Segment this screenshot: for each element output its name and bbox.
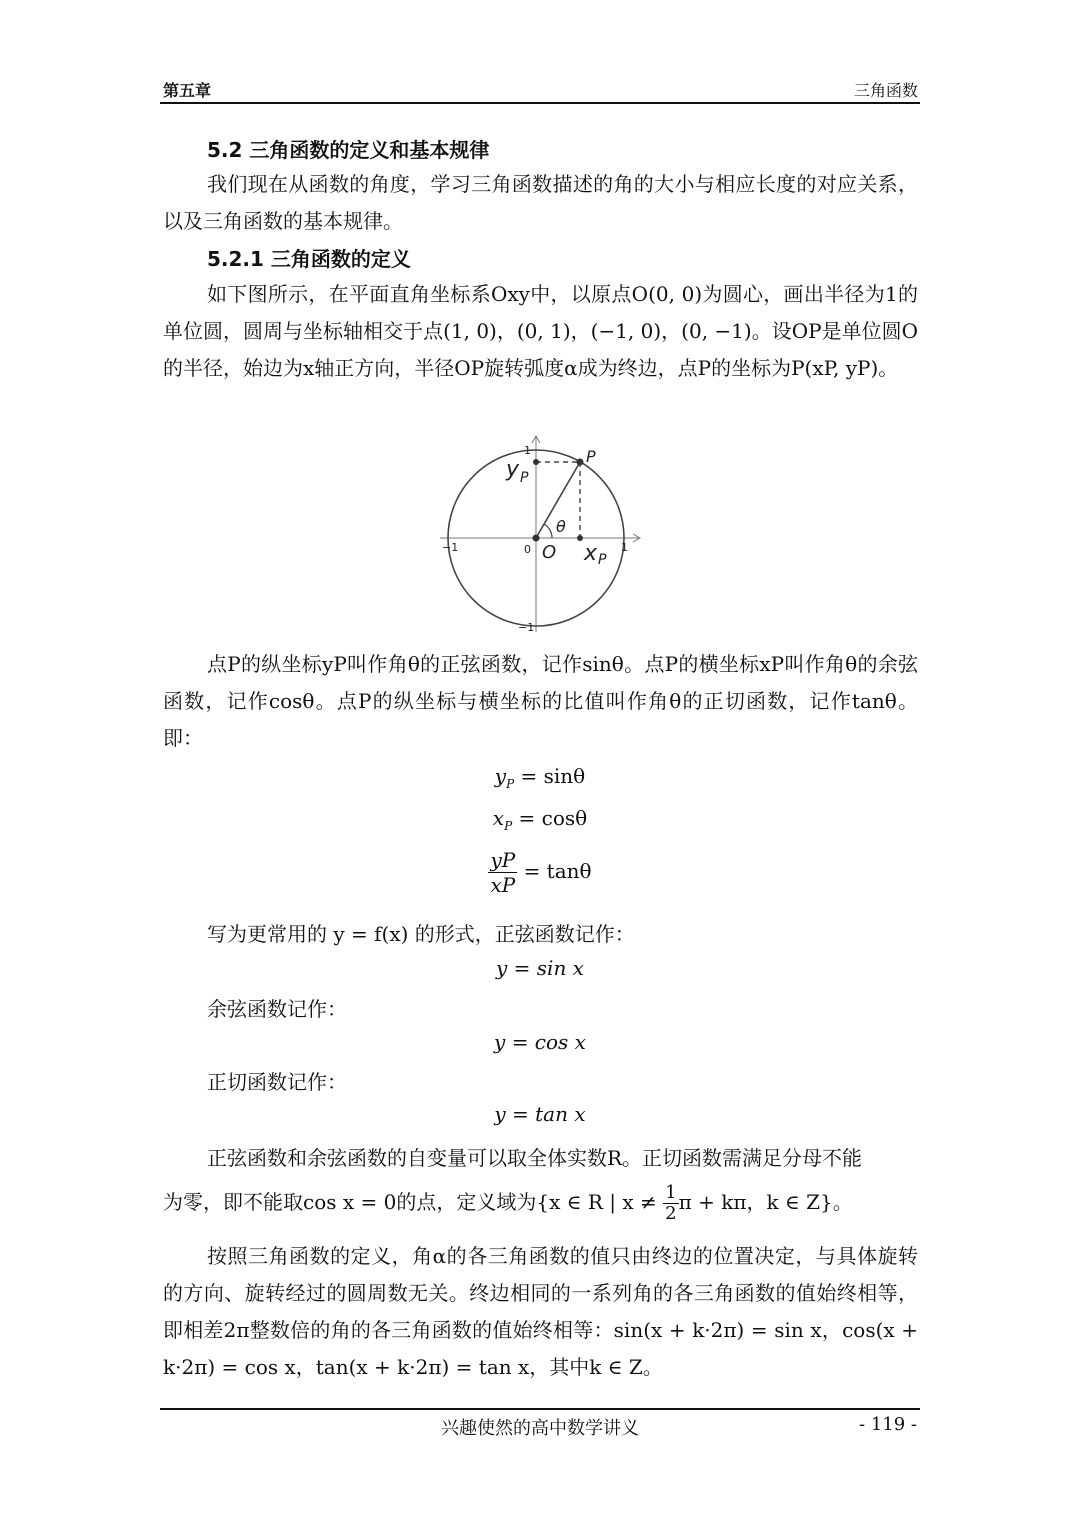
- header-rule: [160, 102, 920, 104]
- unit-circle-figure: [428, 432, 648, 642]
- chapter-label: 第五章: [163, 81, 212, 100]
- eq-y-tan: y = tan x: [494, 1102, 586, 1126]
- label-xp: x: [584, 541, 598, 566]
- eq-tan-fraction: [488, 848, 517, 897]
- label-p: P: [586, 447, 596, 466]
- point-p: [577, 459, 584, 466]
- topic-label: 三角函数: [853, 81, 918, 100]
- domain-frac-num: 1: [665, 1182, 677, 1203]
- domain-frac-den: 2: [665, 1203, 677, 1224]
- eq-tan: [0, 848, 1080, 897]
- definition-paragraph: 如下图所示，在平面直角坐标系Oxy中，以原点O(0, 0)为圆心，画出半径为1的单位圆，圆周与坐标轴相交于点(1, 0)，(0, 1)，(−1, 0)，(0, −1)。设OP是单位圆O的半径，始边为x轴正方向，半径OP旋转弧度α成为终边，点P的坐标为P(xP, yP)。: [163, 282, 918, 380]
- eq-sin-rhs: = sinθ: [520, 764, 586, 788]
- cos-label: 余弦函数记作：: [207, 997, 347, 1021]
- section-title: 5.2 三角函数的定义和基本规律: [207, 138, 490, 162]
- eq-cos-sub: P: [504, 819, 513, 833]
- label-yp-sub: P: [520, 470, 529, 486]
- periodicity-paragraph: 按照三角函数的定义，角α的各三角函数的值只由终边的位置决定，与具体旋转的方向、旋转经过的圆周数无关。终边相同的一系列角的各三角函数的值始终相等，即相差2π整数倍的角的各三角函数的值始终相等：sin(x + k·2π) = sin x，cos(x + k·2π) = cos x，tan(x + k·2π) = tan x，其中k ∈ Z。: [163, 1244, 918, 1379]
- eq-sin: [0, 764, 1080, 791]
- eq-cos-rhs: = cosθ: [518, 806, 588, 830]
- label-xp-sub: P: [598, 552, 607, 568]
- domain-line-2: [163, 1180, 918, 1224]
- eq-y-sin: y = sin x: [496, 956, 584, 980]
- point-xp: [577, 535, 583, 541]
- tick-one-x: 1: [621, 541, 628, 554]
- domain-line-1: 正弦函数和余弦函数的自变量可以取全体实数R。正切函数需满足分母不能: [207, 1146, 863, 1170]
- eq-sin-lhs: y: [494, 764, 507, 788]
- eq-tan-den: xP: [490, 873, 516, 897]
- footer-rule: [160, 1408, 920, 1410]
- eq-y-cos: y = cos x: [494, 1030, 586, 1054]
- definition-text: 点P的纵坐标yP叫作角θ的正弦函数，记作sinθ。点P的横坐标xP叫作角θ的余弦函数，记作cosθ。点P的纵坐标与横坐标的比值叫作角θ的正切函数，记作tanθ。即：: [163, 652, 918, 750]
- eq-tan-rhs: = tanθ: [523, 859, 592, 883]
- intro-paragraph: 我们现在从函数的角度，学习三角函数描述的角的大小与相应长度的对应关系，以及三角函数的基本规律。: [163, 172, 918, 233]
- form-sentence: 写为更常用的 y = f(x) 的形式，正弦函数记作：: [207, 922, 635, 946]
- footer-title: 兴趣使然的高中数学讲义: [441, 1418, 639, 1439]
- eq-cos: [0, 806, 1080, 833]
- tick-one-y: 1: [524, 444, 531, 457]
- eq-sin-sub: P: [506, 777, 515, 791]
- page-number: - 119 -: [859, 1414, 917, 1435]
- label-yp: y: [506, 457, 520, 482]
- point-o: [533, 535, 540, 542]
- domain-fraction: [663, 1183, 678, 1224]
- label-theta: θ: [556, 517, 566, 536]
- point-yp: [533, 459, 539, 465]
- angle-arc: [544, 524, 552, 538]
- tick-neg-one-y: −1: [518, 621, 535, 634]
- tick-zero: 0: [524, 543, 531, 556]
- eq-cos-lhs: x: [492, 806, 505, 830]
- domain-text-a: 为零，即不能取cos x = 0的点，定义域为{x ∈ R | x ≠: [163, 1190, 664, 1214]
- tick-neg-one-x: −1: [442, 541, 459, 554]
- subsection-title: 5.2.1 三角函数的定义: [207, 247, 411, 271]
- domain-text-b: π + kπ，k ∈ Z}。: [678, 1190, 853, 1214]
- label-o: O: [542, 542, 557, 563]
- eq-tan-num: yP: [490, 848, 516, 872]
- tan-label: 正切函数记作：: [207, 1070, 347, 1094]
